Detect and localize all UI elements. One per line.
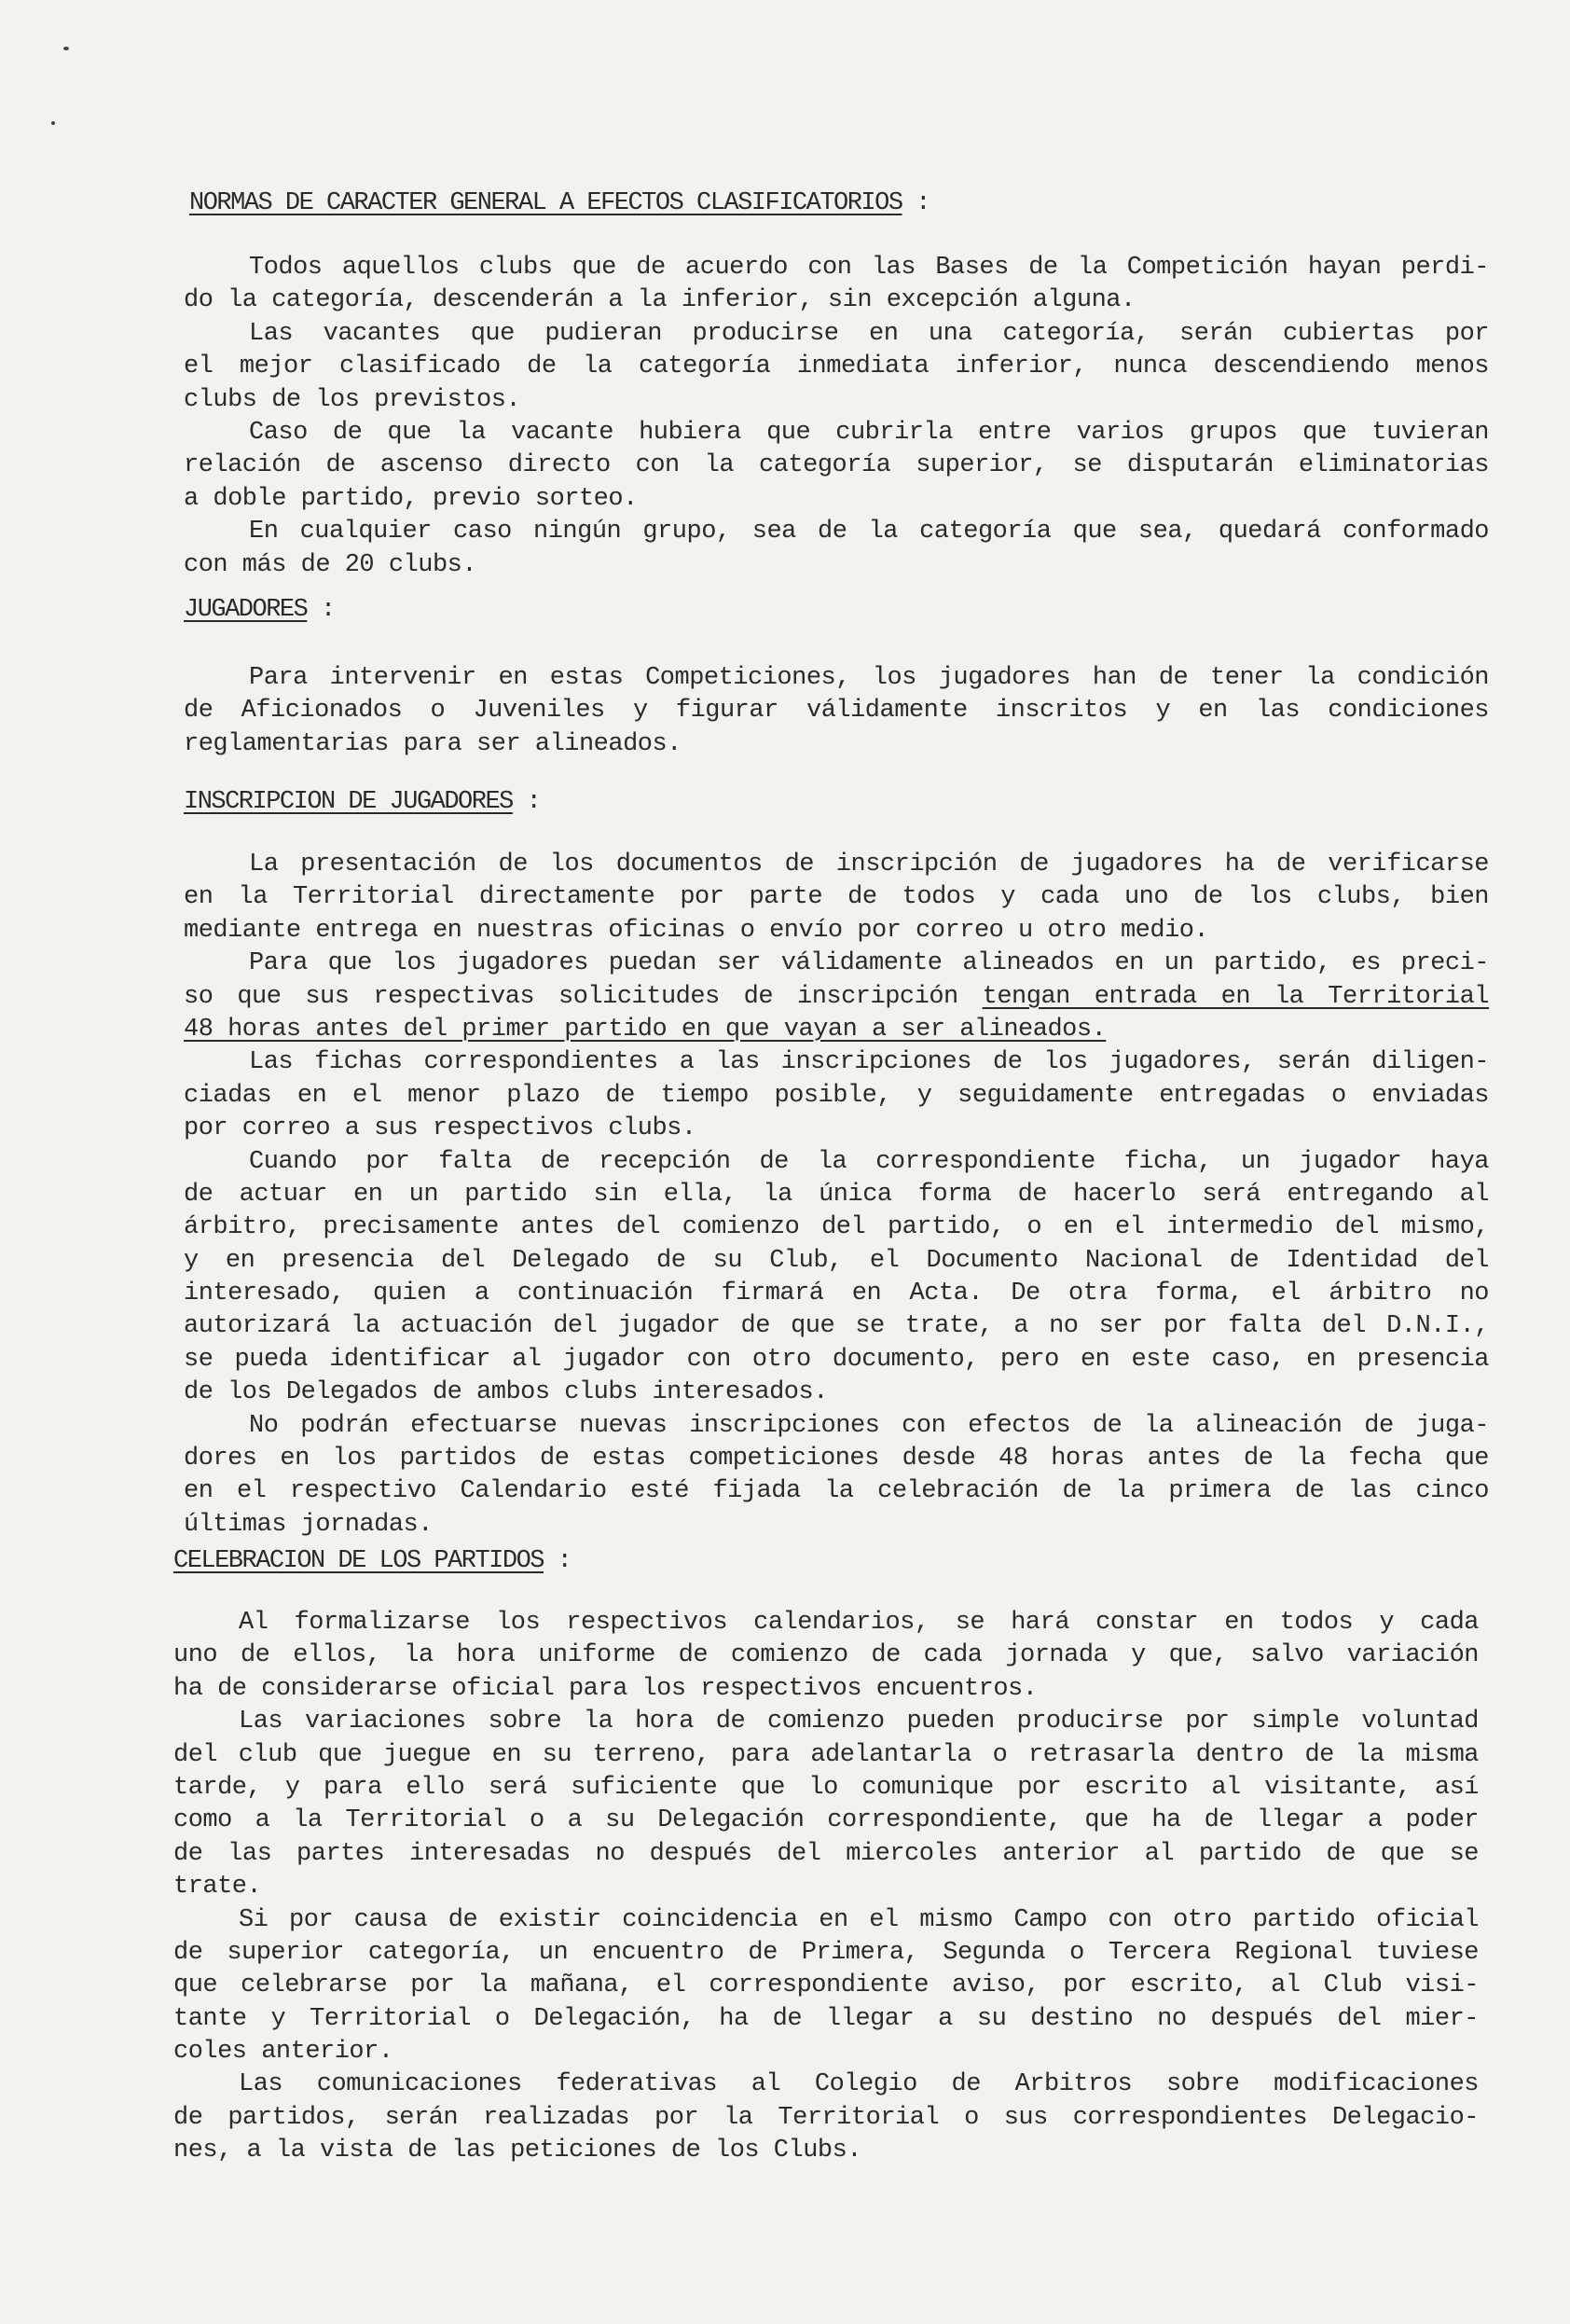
section-body-clasificatorios (184, 252, 1489, 582)
section-heading-jugadores: JUGADORES : (184, 596, 335, 624)
underlined-text: 48 horas antes del primer partido en que vayan a ser alineados. (184, 1015, 1107, 1044)
text-line: árbitro, precisamente antes del comienzo del partido, o en el intermedio del mismo, (184, 1213, 1489, 1242)
text-line: a doble partido, previo sorteo. (184, 484, 638, 513)
text-line: del club que juegue en su terreno, para adelantarla o retrasarla dentro de la misma (173, 1740, 1479, 1769)
text-line: clubs de los previstos. (184, 385, 521, 414)
text-line: mediante entrega en nuestras oficinas o envío por correo u otro medio. (184, 916, 1209, 945)
text-line: No podrán efectuarse nuevas inscripciones con efectos de la alineación de juga- (249, 1411, 1489, 1440)
text-line: Si por causa de existir coincidencia en el mismo Campo con otro partido oficial (239, 1905, 1479, 1934)
text-line: relación de ascenso directo con la categoría superior, se disputarán eliminatorias (184, 451, 1489, 480)
text-line: se pueda identificar al jugador con otro documento, pero en este caso, en presencia (184, 1345, 1489, 1374)
text-line: que celebrarse por la mañana, el correspondiente aviso, por escrito, al Club visi- (173, 1971, 1479, 2000)
text-line: reglamentarias para ser alineados. (184, 729, 682, 758)
text-line: uno de ellos, la hora uniforme de comienzo de cada jornada y que, salvo variación (173, 1641, 1479, 1670)
text-line: Caso de que la vacante hubiera que cubrirla entre varios grupos que tuvieran (249, 418, 1489, 447)
text-line: dores en los partidos de estas competiciones desde 48 horas antes de la fecha que (184, 1445, 1489, 1473)
text-line: con más de 20 clubs. (184, 550, 477, 579)
text-line: de Aficionados o Juveniles y figurar válidamente inscritos y en las condiciones (184, 697, 1489, 726)
text-line (184, 1014, 1489, 1046)
section-body-inscripcion (184, 849, 1489, 1542)
text-line: coles anterior. (173, 2038, 393, 2067)
text-line: En cualquier caso ningún grupo, sea de la categoría que sea, quedará conformado (249, 518, 1489, 546)
text-line: el mejor clasificado de la categoría inmediata inferior, nunca descendiendo menos (184, 353, 1489, 381)
text-line: Las fichas correspondientes a las inscripciones de los jugadores, serán diligen- (249, 1048, 1489, 1077)
text-line (184, 981, 1489, 1014)
text-line: de los Delegados de ambos clubs interesados. (184, 1378, 828, 1407)
text-line: ha de considerarse oficial para los respectivos encuentros. (173, 1674, 1038, 1703)
paper-speck (51, 121, 55, 125)
text-line: trate. (173, 1873, 262, 1902)
text-line: Todos aquellos clubs que de acuerdo con las Bases de la Competición hayan perdi- (249, 254, 1489, 282)
text-line: Las variaciones sobre la hora de comienzo pueden producirse por simple voluntad (239, 1708, 1479, 1736)
section-heading-inscripcion: INSCRIPCION DE JUGADORES : (184, 788, 541, 816)
underlined-text: tengan entrada en la Territorial (982, 982, 1490, 1011)
text-line: La presentación de los documentos de inscripción de jugadores ha de verificarse (249, 851, 1489, 878)
text-line: de partidos, serán realizadas por la Territorial o sus correspondientes Delegacio- (173, 2103, 1479, 2132)
section-heading-clasificatorios: NORMAS DE CARACTER GENERAL A EFECTOS CLASIFICATORIOS : (189, 189, 930, 217)
section-body-celebracion (173, 1607, 1479, 2168)
text-line: do la categoría, descenderán a la inferior, sin excepción alguna. (184, 286, 1136, 315)
paper-speck (63, 47, 69, 50)
text-line: tarde, y para ello será suficiente que lo comunique por escrito al visitante, así (173, 1773, 1479, 1802)
text-line: tante y Territorial o Delegación, ha de llegar a su destino no después del mier- (173, 2004, 1479, 2033)
text-line: de superior categoría, un encuentro de Primera, Segunda o Tercera Regional tuviese (173, 1938, 1479, 1967)
text-line: por correo a sus respectivos clubs. (184, 1114, 696, 1143)
text-line: interesado, quien a continuación firmará en Acta. De otra forma, el árbitro no (184, 1280, 1489, 1308)
text-line: Cuando por falta de recepción de la correspondiente ficha, un jugador haya (249, 1147, 1489, 1176)
text-line: Las vacantes que pudieran producirse en una categoría, serán cubiertas por (249, 319, 1489, 348)
text-line: y en presencia del Delegado de su Club, el Documento Nacional de Identidad del (184, 1246, 1489, 1275)
text-line: ciadas en el menor plazo de tiempo posible, y seguidamente entregadas o enviadas (184, 1081, 1489, 1110)
text-line: nes, a la vista de las peticiones de los Clubs. (173, 2137, 862, 2165)
text-line: en la Territorial directamente por parte de todos y cada uno de los clubs, bien (184, 883, 1489, 912)
text-segment: so que sus respectivas solicitudes de inscripción (184, 982, 983, 1011)
text-line: Al formalizarse los respectivos calendarios, se hará constar en todos y cada (239, 1609, 1479, 1637)
text-line: Para que los jugadores puedan ser válidamente alineados en un partido, es preci- (249, 949, 1489, 978)
text-line: de actuar en un partido sin ella, la única forma de hacerlo será entregando al (184, 1180, 1489, 1209)
text-line: últimas jornadas. (184, 1510, 433, 1539)
text-line: Para intervenir en estas Competiciones, los jugadores han de tener la condición (249, 664, 1489, 692)
text-line: autorizará la actuación del jugador de que se trate, a no ser por falta del D.N.I., (184, 1312, 1489, 1341)
text-line: como a la Territorial o a su Delegación correspondiente, que ha de llegar a poder (173, 1806, 1479, 1835)
section-body-jugadores (184, 662, 1489, 761)
section-heading-celebracion: CELEBRACION DE LOS PARTIDOS : (173, 1547, 572, 1575)
text-line: en el respectivo Calendario esté fijada la celebración de la primera de las cinco (184, 1477, 1489, 1506)
text-line: de las partes interesadas no después del miercoles anterior al partido de que se (173, 1839, 1479, 1868)
text-line: Las comunicaciones federativas al Colegio de Arbitros sobre modificaciones (239, 2070, 1479, 2099)
